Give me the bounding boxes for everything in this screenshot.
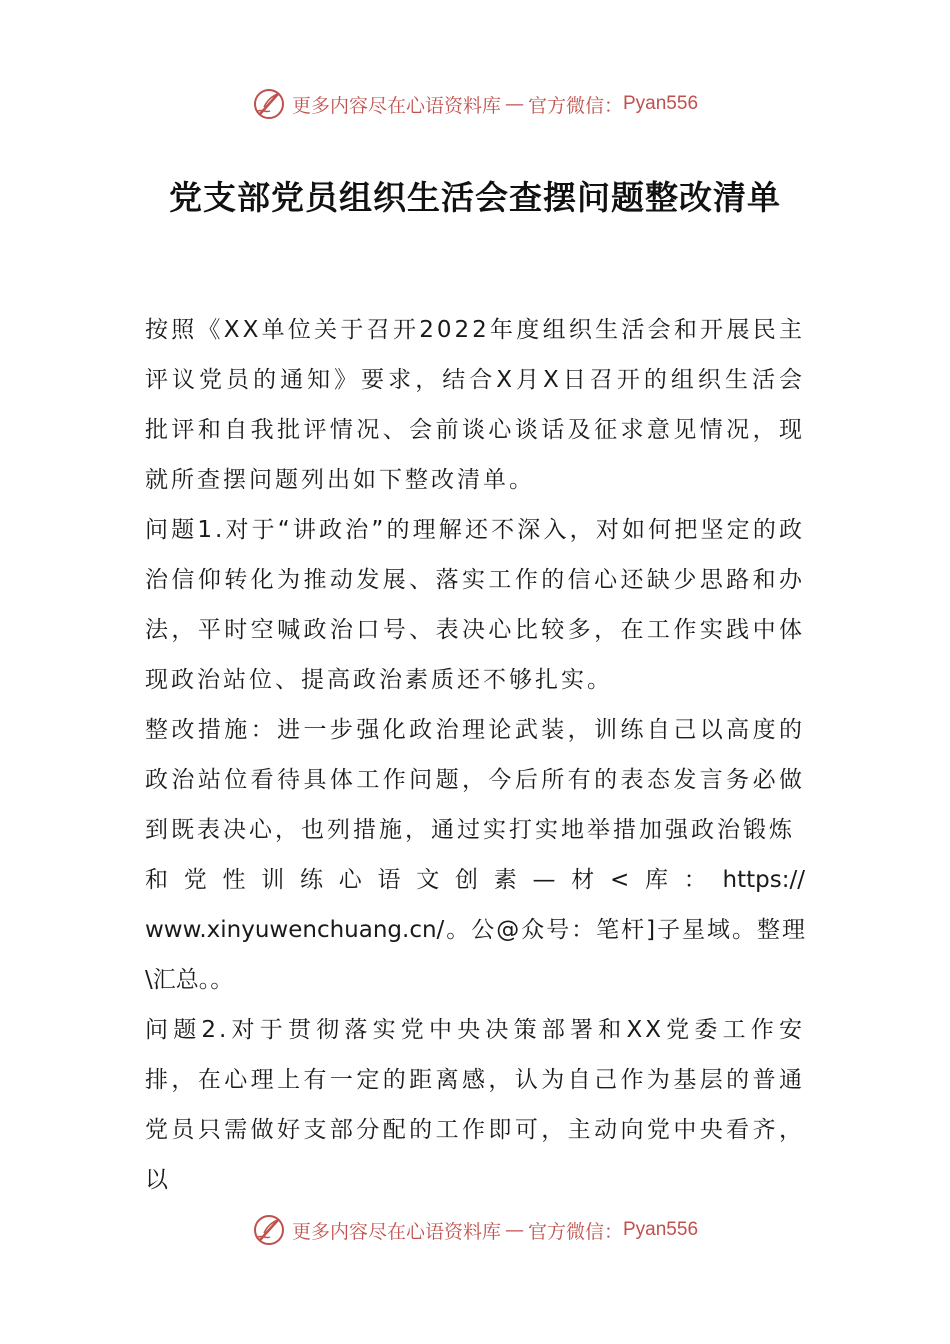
spread-char: 文 [416, 867, 440, 893]
spread-char: 心 [338, 867, 362, 893]
spread-char: https:// [722, 867, 805, 893]
header-banner [0, 82, 950, 126]
banner-text: 更多内容尽在心语资料库 [291, 1220, 501, 1243]
measure-1-spread-line [145, 855, 805, 905]
banner-separator: — [504, 93, 524, 115]
banner-separator: — [504, 1219, 524, 1241]
spread-char: 库 [645, 867, 669, 893]
document-body [145, 305, 805, 1205]
spread-char: 党 [183, 867, 207, 893]
spread-char: < [610, 867, 630, 893]
spread-char: ： [683, 867, 707, 893]
spread-char: 创 [455, 867, 478, 893]
document-title: 党支部党员组织生活会查摆问题整改清单 [169, 178, 781, 217]
footer-banner [0, 1208, 950, 1252]
spread-char: — [532, 867, 556, 893]
measure-1-tail: www.xinyuwenchuang.cn/。公@众号：笔杆]子星域。整理\汇总。。 [145, 917, 805, 993]
quill-logo-icon [252, 87, 286, 121]
spread-char: 性 [222, 867, 246, 893]
problem-2-paragraph: 问题2.对于贯彻落实党中央决策部署和XX党委工作安排，在心理上有一定的距离感，认为自己作为基层的普通党员只需做好支部分配的工作即可，主动向党中央看齐，以 [145, 1017, 805, 1193]
wechat-label: 官方微信： [527, 1220, 623, 1243]
spread-char: 材 [571, 867, 595, 893]
spread-char: 练 [300, 867, 323, 893]
measure-1-paragraph: 整改措施：进一步强化政治理论武装，训练自己以高度的政治站位看待具体工作问题，今后所有的表态发言务必做到既表决心，也列措施，通过实打实地举措加强政治锻炼 [145, 717, 805, 843]
banner-text: 更多内容尽在心语资料库 [291, 94, 501, 117]
wechat-id: Pyan556 [623, 1219, 699, 1240]
problem-1-paragraph: 问题1.对于“讲政治”的理解还不深入，对如何把坚定的政治信仰转化为推动发展、落实工作的信心还缺少思路和办法，平时空喊政治口号、表决心比较多，在工作实践中体现政治站位、提高政治素质还不够扎实。 [145, 517, 805, 693]
spread-char: 和 [145, 867, 168, 893]
intro-paragraph: 按照《XX单位关于召开2022年度组织生活会和开展民主评议党员的通知》要求，结合X月X日召开的组织生活会批评和自我批评情况、会前谈心谈话及征求意见情况，现就所查摆问题列出如下整改清单。 [145, 317, 805, 493]
wechat-id: Pyan556 [623, 93, 699, 114]
wechat-label: 官方微信： [527, 94, 623, 117]
spread-char: 训 [261, 867, 285, 893]
spread-char: 语 [377, 867, 401, 893]
quill-logo-icon [252, 1213, 286, 1247]
spread-char: 素 [493, 867, 517, 893]
